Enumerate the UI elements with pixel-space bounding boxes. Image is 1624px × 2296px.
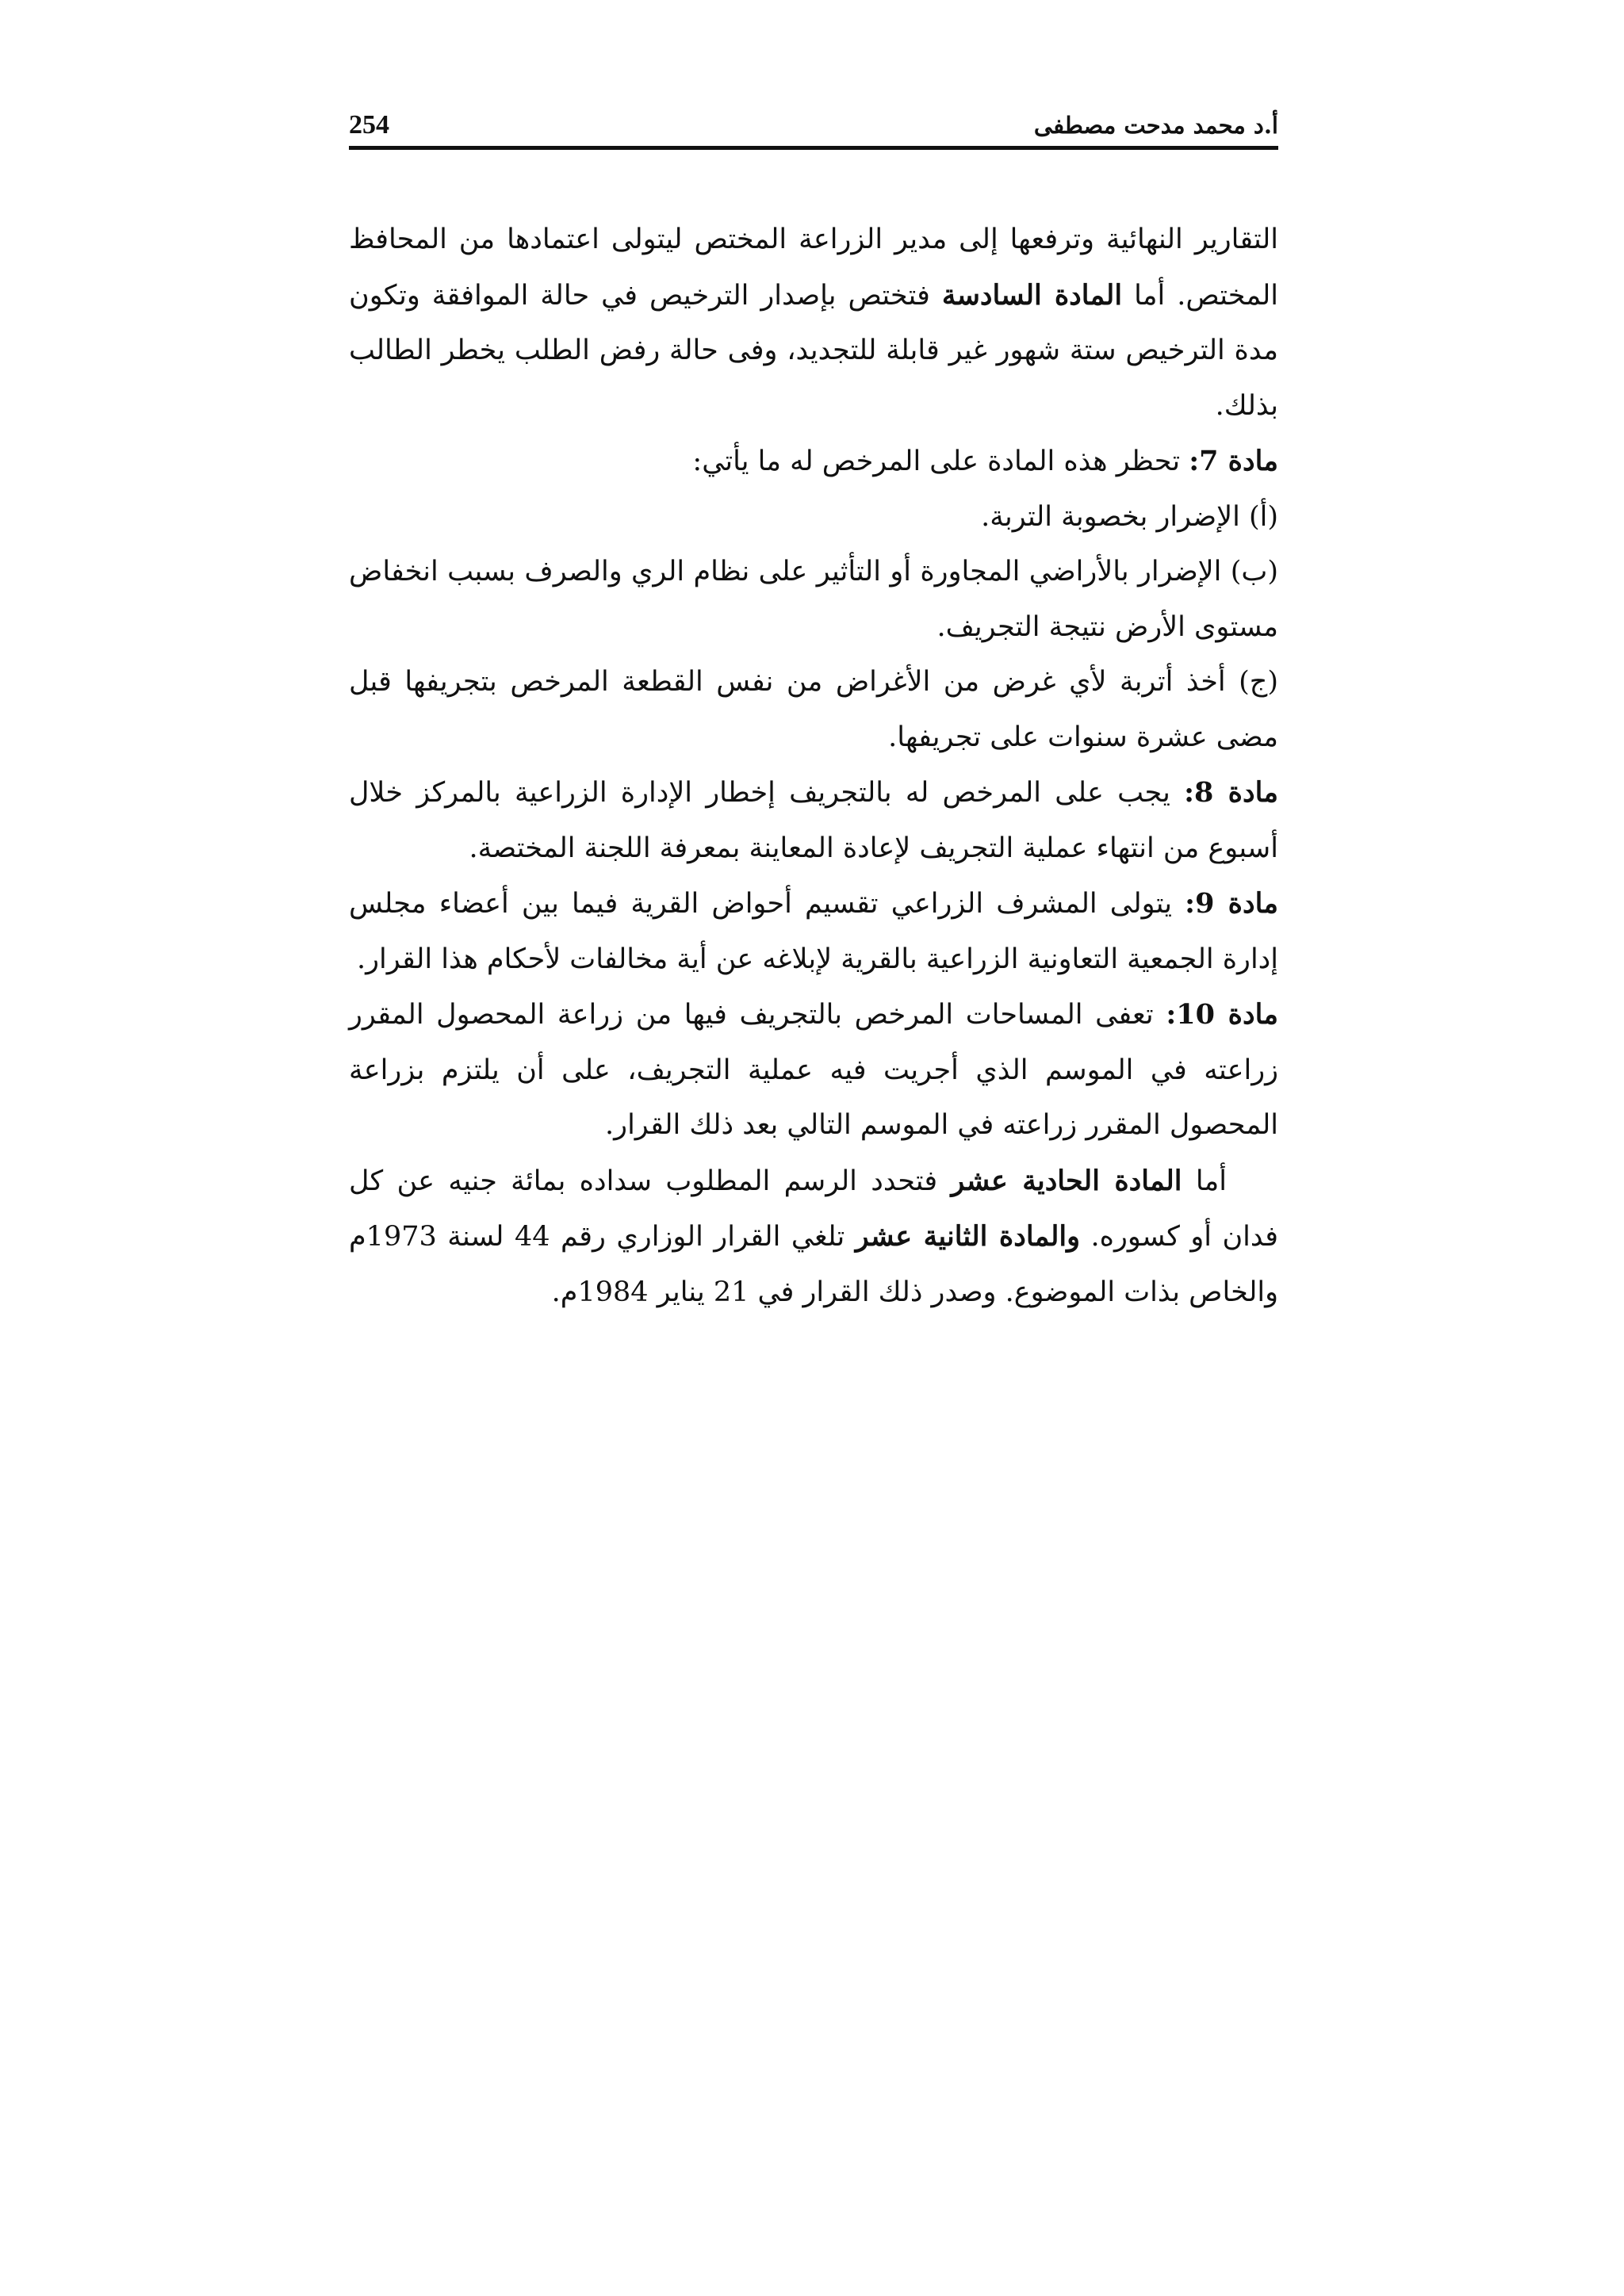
paragraph-article-7	[349, 434, 1278, 490]
text-run: (أ) الإضرار بخصوبة التربة.	[981, 500, 1278, 533]
paragraph-article-10	[349, 987, 1278, 1154]
list-item-a	[349, 490, 1278, 545]
paragraph-intro	[349, 212, 1278, 434]
bold-term: المادة السادسة	[941, 278, 1123, 312]
article-heading: مادة 10:	[1166, 998, 1278, 1031]
article-heading: مادة 9:	[1185, 887, 1278, 920]
text-run: تلغي القرار الوزاري رقم 44 لسنة 1973م والخاص بذات الموضوع. وصدر ذلك القرار في 21 يناير 1984م.	[349, 1221, 1278, 1308]
body-text	[349, 212, 1278, 1320]
bold-term: والمادة الثانية عشر	[855, 1220, 1081, 1253]
text-run: أما	[1182, 1165, 1228, 1197]
author-name: أ.د محمد مدحت مصطفى	[1033, 112, 1278, 139]
list-item-b	[349, 545, 1278, 655]
paragraph-closing	[349, 1154, 1278, 1321]
text-run: فتحدد الرسم المطلوب سداده بمائة جنيه عن كل فدان أو كسوره.	[349, 1165, 1278, 1253]
paragraph-article-9	[349, 876, 1278, 987]
text-run: فتختص بإصدار الترخيص في حالة الموافقة وتكون مدة الترخيص ستة شهور غير قابلة للتجديد، وفى حالة رفض الطلب يخطر الطالب بذلك.	[349, 279, 1278, 422]
header-rule	[349, 146, 1278, 150]
text-run: تحظر هذه المادة على المرخص له ما يأتي:	[692, 446, 1189, 477]
page-number: 254	[349, 110, 389, 140]
bold-term: المادة الحادية عشر	[951, 1164, 1182, 1197]
text-run: يجب على المرخص له بالتجريف إخطار الإدارة الزراعية بالمركز خلال أسبوع من انتهاء عملية التجريف لإعادة المعاينة بمعرفة اللجنة المختصة.	[349, 777, 1278, 864]
text-run: تعفى المساحات المرخص بالتجريف فيها من زراعة المحصول المقرر زراعته في الموسم الذي أجريت فيه عملية التجريف، على أن يلتزم بزراعة المحصول المقرر زراعته في الموسم التالي بعد ذلك القرار.	[349, 999, 1278, 1141]
text-run: التقارير النهائية وترفعها إلى مدير الزراعة المختص ليتولى اعتمادها من المحافظ المختص. أما	[349, 224, 1278, 312]
text-run: (ج) أخذ أتربة لأي غرض من الأغراض من نفس القطعة المرخص بتجريفها قبل مضى عشرة سنوات على تجريفها.	[349, 666, 1278, 753]
text-run: يتولى المشرف الزراعي تقسيم أحواض القرية فيما بين أعضاء مجلس إدارة الجمعية التعاونية الزراعية بالقرية لإبلاغه عن أية مخالفات لأحكام هذا القرار.	[349, 888, 1278, 975]
article-heading: مادة 7:	[1189, 445, 1278, 477]
paragraph-article-8	[349, 765, 1278, 876]
text-run: (ب) الإضرار بالأراضي المجاورة أو التأثير على نظام الري والصرف بسبب انخفاض مستوى الأرض نتيجة التجريف.	[349, 556, 1278, 643]
list-item-c	[349, 655, 1278, 765]
page-header	[349, 101, 1278, 149]
article-heading: مادة 8:	[1184, 776, 1278, 809]
